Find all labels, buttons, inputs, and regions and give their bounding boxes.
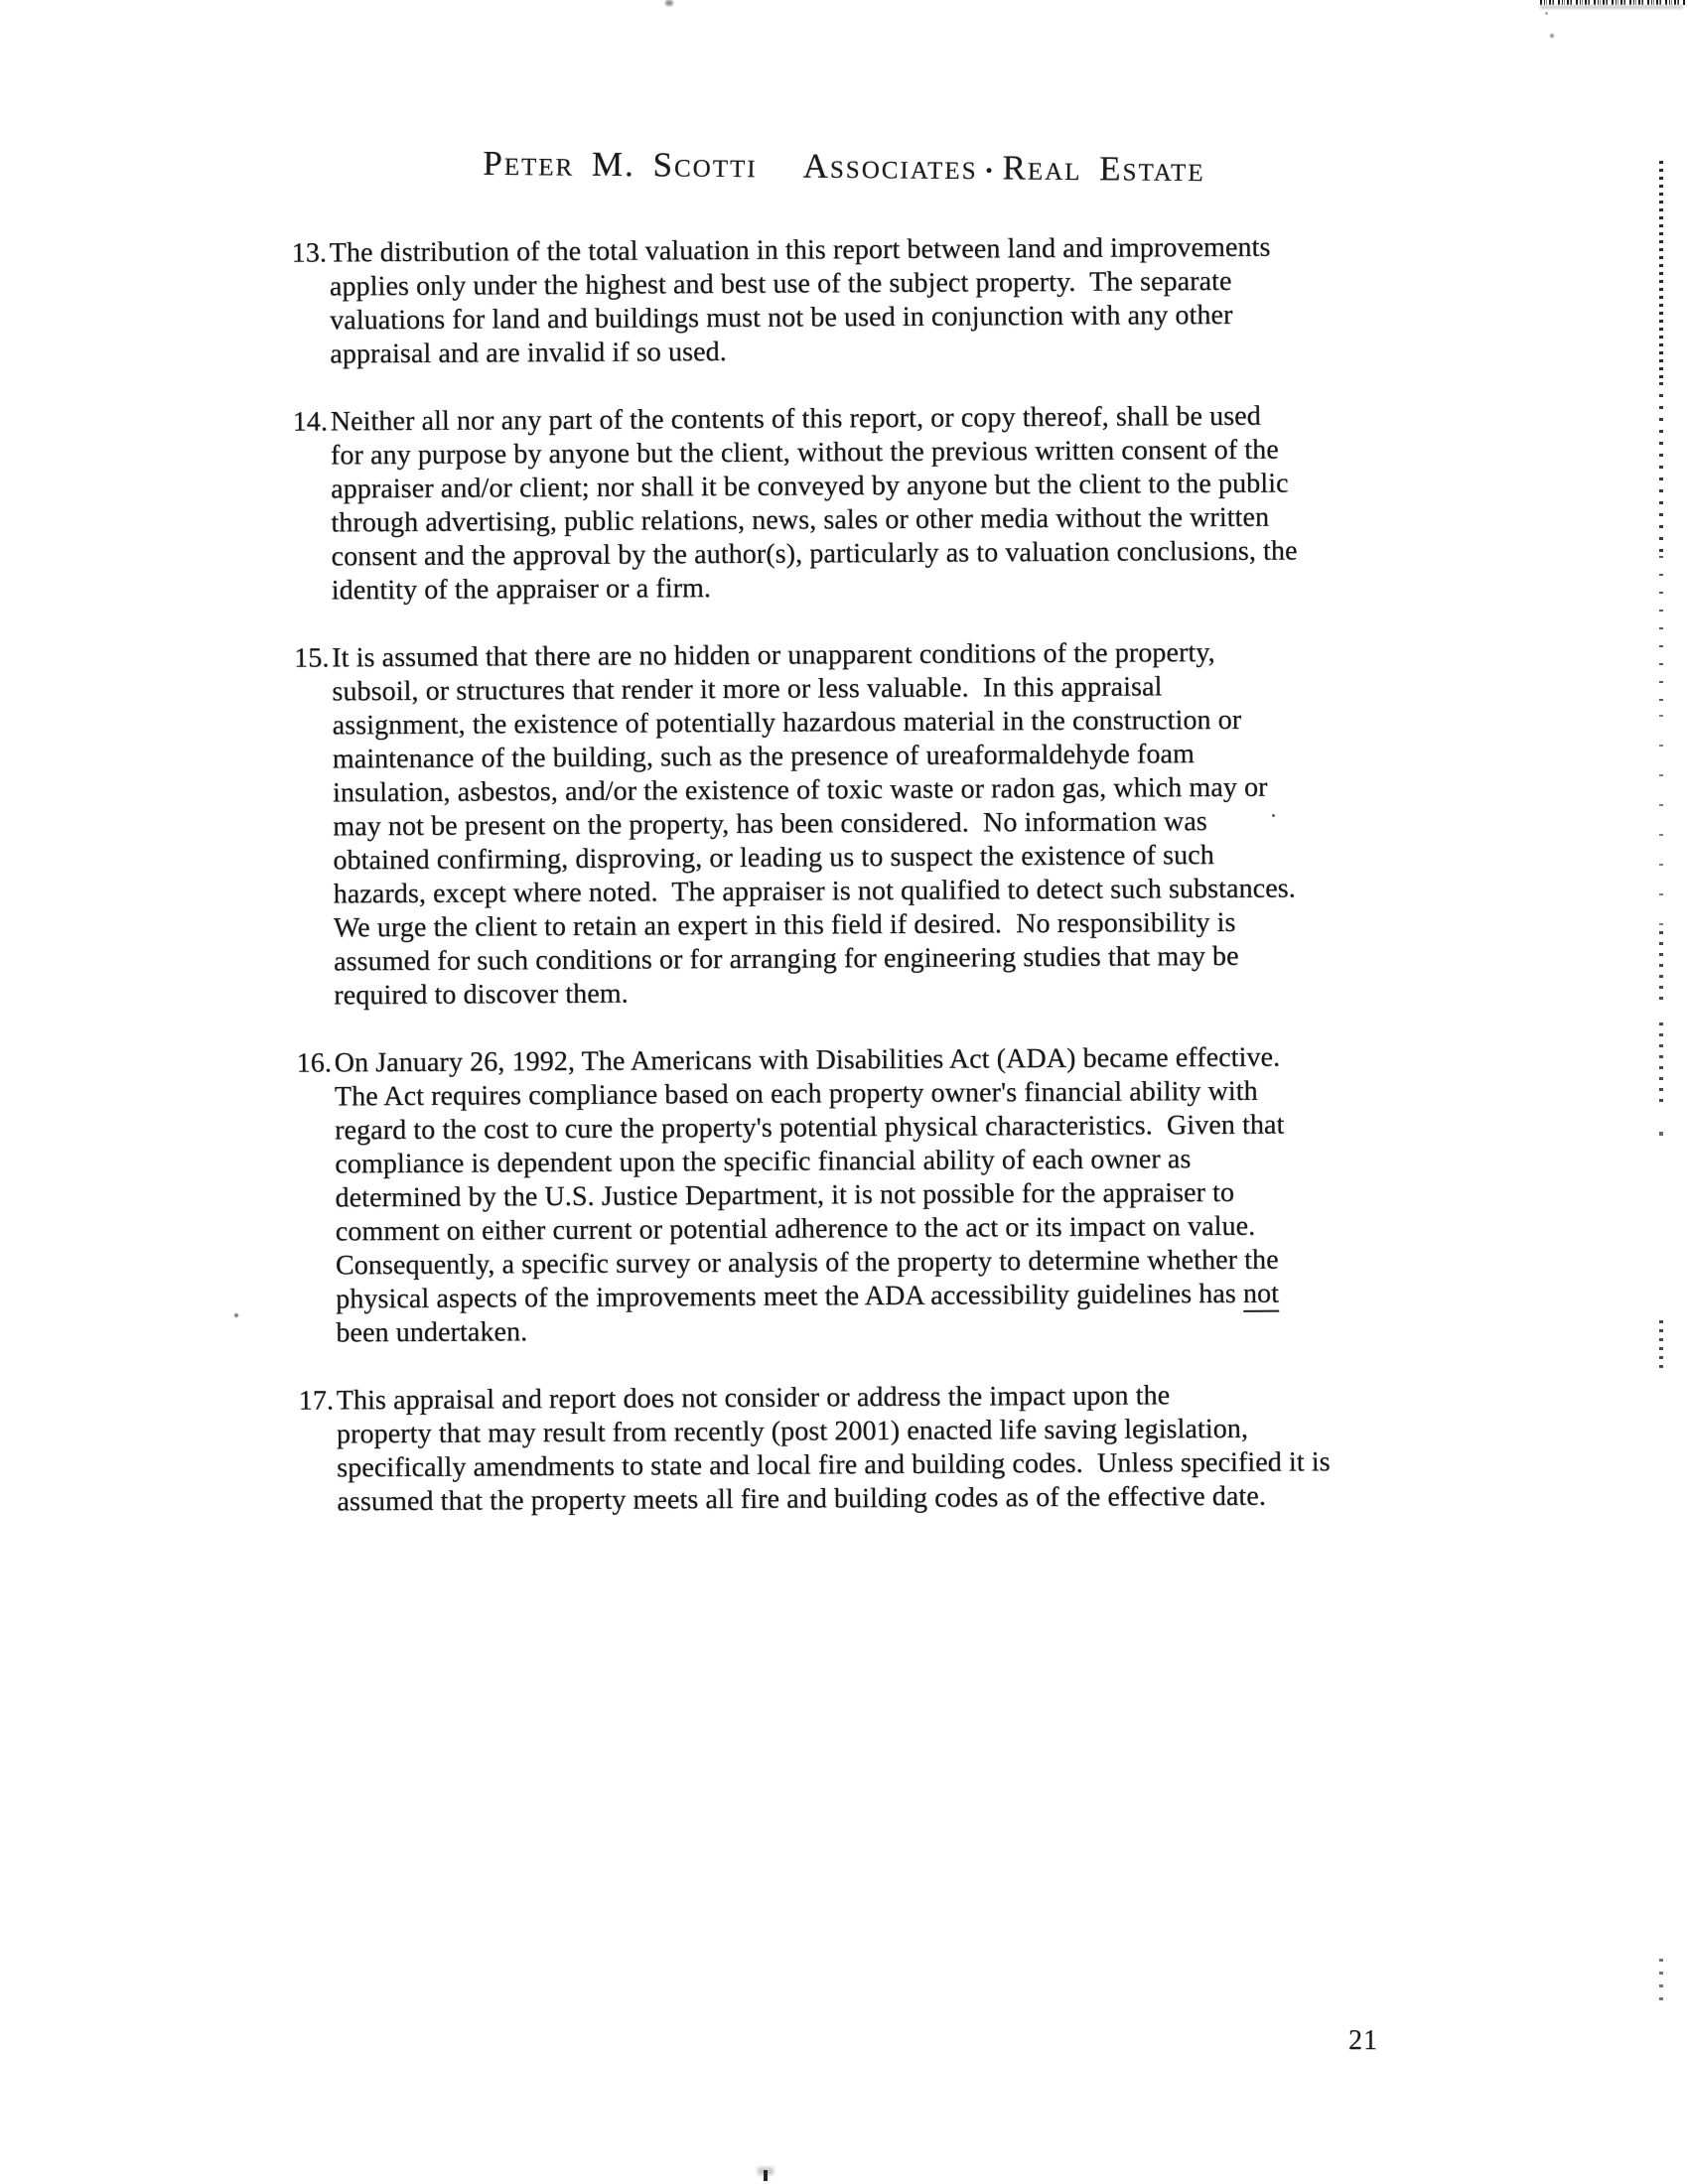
text-line: assumed for such conditions or for arranging for engineering studies that may be: [334, 940, 1239, 978]
text-line: subsoil, or structures that render it more or less valuable. In this appraisal: [332, 671, 1163, 708]
scan-margin-dots: [1659, 1023, 1663, 1107]
text-line: physical aspects of the improvements meet the ADA accessibility guidelines has not: [336, 1278, 1280, 1315]
text-line: applies only under the highest and best use of the subject property. The separate: [329, 265, 1232, 303]
text-line: hazards, except where noted. The appraiser is not qualified to detect such substances.: [333, 873, 1296, 910]
scan-margin-dots: [1659, 1320, 1663, 1372]
text-line: assumed that the property meets all fire and building codes as of the effective date.: [337, 1480, 1267, 1518]
text-line: assignment, the existence of potentially hazardous material in the construction or: [332, 704, 1242, 742]
scan-speck: [1550, 34, 1554, 38]
letterhead-associates: Associates: [802, 146, 978, 188]
paragraph: [292, 230, 1375, 372]
letterhead-real-estate: Real Estate: [1002, 148, 1205, 190]
scan-speck: [665, 0, 673, 6]
scan-speck: [1545, 12, 1548, 15]
text-line: We urge the client to retain an expert in this field if desired. No responsibility is: [333, 906, 1236, 944]
text-line: appraiser and/or client; nor shall it be conveyed by anyone but the client to the public: [331, 468, 1289, 505]
scan-smudge: [764, 2170, 768, 2181]
paragraph: [294, 635, 1378, 1014]
text-line: valuations for land and buildings must not be used in conjunction with any other: [330, 299, 1233, 337]
scan-margin-dots: [1659, 382, 1663, 556]
text-line: regard to the cost to cure the property's potential physical characteristics. Given that: [335, 1109, 1285, 1147]
text-line: Consequently, a specific survey or analysis of the property to determine whether the: [335, 1244, 1279, 1282]
bullet-separator-icon: •: [985, 160, 995, 183]
text-line: for any purpose by anyone but the client, without the previous written consent of the: [330, 434, 1279, 472]
text-line: determined by the U.S. Justice Department, it is not possible for the appraiser to: [335, 1176, 1235, 1214]
paragraph: [297, 1040, 1381, 1351]
text-line: required to discover them.: [334, 978, 629, 1012]
text-line: This appraisal and report does not consider or address the impact upon the: [336, 1380, 1171, 1417]
text-line: Neither all nor any part of the contents of this report, or copy thereof, shall be used: [330, 400, 1261, 438]
scan-margin-dots: [1659, 1132, 1663, 1136]
paragraph-list: [292, 230, 1382, 1520]
text-line: insulation, asbestos, and/or the existence of toxic waste or radon gas, which may or: [332, 771, 1268, 809]
text-line: may not be present on the property, has been considered. No information was: [333, 806, 1207, 843]
letterhead-name: Peter M. Scotti: [483, 143, 758, 186]
text-line: The Act requires compliance based on each property owner's financial ability with: [334, 1075, 1258, 1113]
text-line: appraisal and are invalid if so used.: [330, 336, 727, 370]
page-number: 21: [1348, 2025, 1378, 2056]
underlined-word: not: [1243, 1279, 1279, 1312]
scan-speck: [1272, 814, 1275, 817]
text-line: property that may result from recently (post 2001) enacted life saving legislation,: [336, 1413, 1249, 1450]
text-line: compliance is dependent upon the specific financial ability of each owner as: [335, 1144, 1192, 1180]
paragraph: [299, 1378, 1382, 1520]
scan-margin-dots: [1659, 1959, 1663, 2003]
text-line: It is assumed that there are no hidden or unapparent conditions of the property,: [332, 636, 1215, 674]
text-line: consent and the approval by the author(s), particularly as to valuation conclusions, the: [331, 535, 1298, 573]
paragraph: [293, 399, 1376, 609]
paragraph-number: 14.: [292, 406, 329, 438]
scan-margin-dots: [1659, 556, 1663, 715]
text-line: obtained confirming, disproving, or leading us to suspect the existence of such: [333, 840, 1214, 877]
text-line: comment on either current or potential adherence to the act or its impact on value.: [335, 1210, 1256, 1248]
paragraph-number: 16.: [296, 1047, 333, 1079]
scan-margin-dots: [1659, 931, 1663, 1006]
paragraph-number: 17.: [298, 1385, 335, 1417]
text-line: maintenance of the building, such as the presence of ureaformaldehyde foam: [332, 739, 1195, 775]
scan-edge-smear: [1540, 5, 1683, 9]
text-line: specifically amendments to state and local fire and building codes. Unless specified it is: [337, 1446, 1331, 1484]
text-line: On January 26, 1992, The Americans with Disabilities Act (ADA) became effective.: [334, 1041, 1281, 1079]
scan-margin-dots: [1659, 161, 1663, 382]
text-line: through advertising, public relations, news, sales or other media without the written: [331, 501, 1270, 539]
paragraph-number: 13.: [291, 237, 328, 269]
text-line: been undertaken.: [336, 1316, 528, 1349]
scan-margin-dots: [1659, 715, 1663, 928]
text-line: The distribution of the total valuation in this report between land and improvements: [329, 231, 1271, 269]
scan-speck: [234, 1313, 238, 1317]
letterhead-firm-line: [803, 147, 1205, 191]
letterhead: [0, 140, 1688, 195]
paragraph-number: 15.: [294, 642, 330, 674]
text-line: identity of the appraiser or a firm.: [331, 573, 712, 607]
